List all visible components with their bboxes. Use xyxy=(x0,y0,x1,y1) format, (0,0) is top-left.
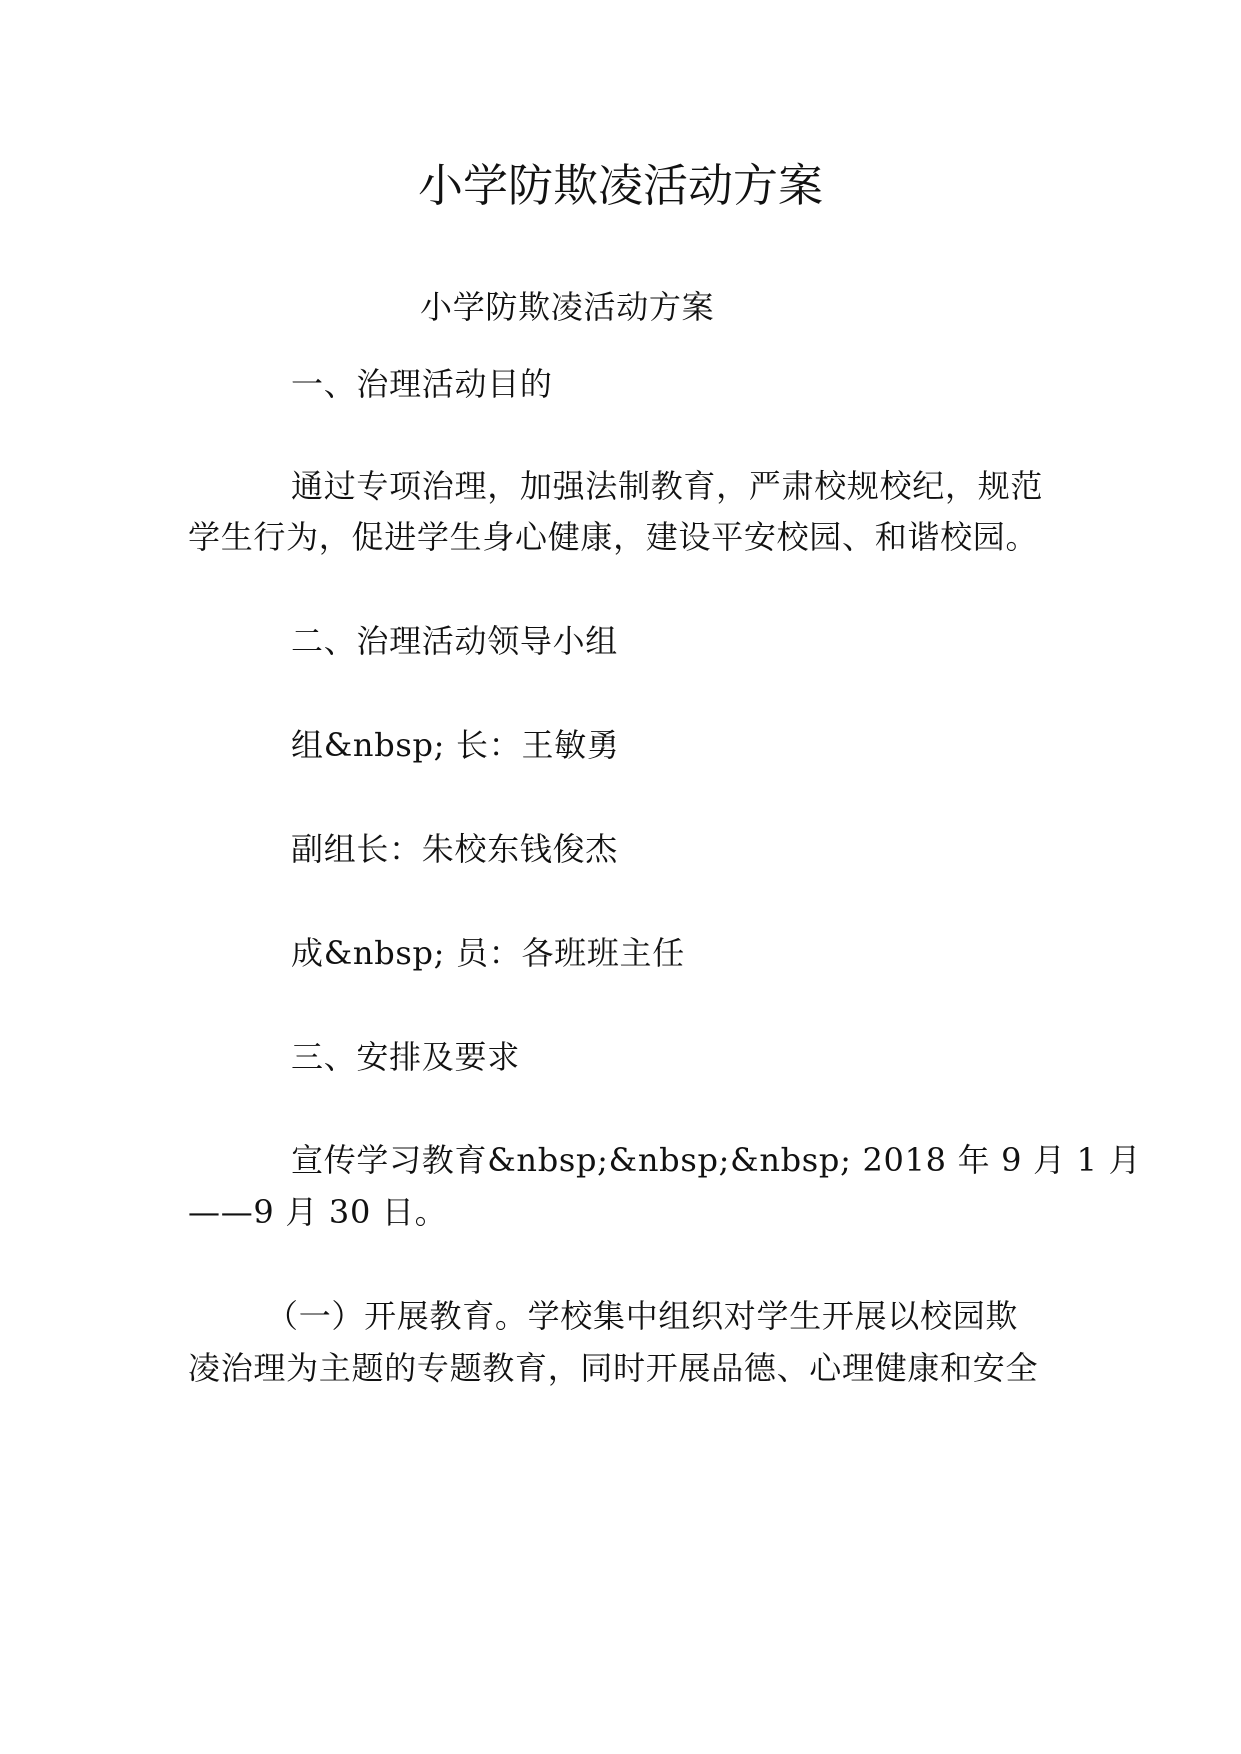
document-subtitle: 小学防欺凌活动方案 xyxy=(420,288,715,326)
schedule-line-2: ——9 月 30 日。 xyxy=(188,1193,448,1231)
leader-line: 组&nbsp; 长：王敏勇 xyxy=(291,726,620,764)
section-heading-arrangements: 三、安排及要求 xyxy=(291,1038,520,1076)
paragraph-purpose-line-2: 学生行为，促进学生身心健康，建设平安校园、和谐校园。 xyxy=(188,518,1039,556)
document-title: 小学防欺凌活动方案 xyxy=(417,159,823,212)
paragraph-purpose-line-1: 通过专项治理，加强法制教育，严肃校规校纪，规范 xyxy=(291,467,1044,505)
education-item-line-1: （一）开展教育。学校集中组织对学生开展以校园欺 xyxy=(266,1297,1019,1335)
members-line: 成&nbsp; 员：各班班主任 xyxy=(291,934,685,972)
section-heading-purpose: 一、治理活动目的 xyxy=(291,365,553,403)
deputy-leader-line: 副组长：朱校东钱俊杰 xyxy=(291,830,619,868)
section-heading-leadership: 二、治理活动领导小组 xyxy=(291,622,619,660)
education-item-line-2: 凌治理为主题的专题教育，同时开展品德、心理健康和安全 xyxy=(188,1349,1039,1387)
schedule-line-1: 宣传学习教育&nbsp;&nbsp;&nbsp; 2018 年 9 月 1 月 xyxy=(291,1141,1142,1179)
